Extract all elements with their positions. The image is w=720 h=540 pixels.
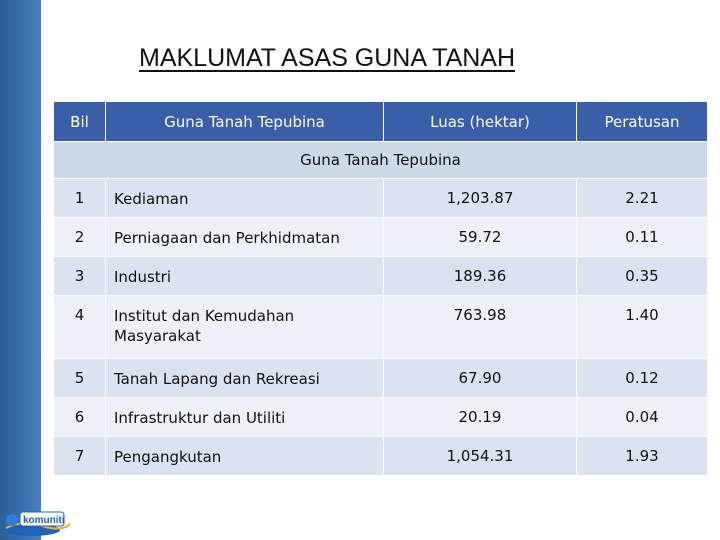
land-use-table [53, 101, 708, 476]
row-bil: 5 [54, 359, 106, 398]
header-guna-tanah: Guna Tanah Tepubina [106, 102, 384, 142]
row-guna: Perniagaan dan Perkhidmatan [106, 218, 384, 257]
row-luas: 59.72 [384, 218, 577, 257]
row-luas: 1,054.31 [384, 437, 577, 476]
row-bil: 3 [54, 257, 106, 296]
header-luas: Luas (hektar) [384, 102, 577, 142]
row-luas: 67.90 [384, 359, 577, 398]
header-peratusan: Peratusan [577, 102, 708, 142]
table-row [54, 179, 708, 218]
row-guna: Infrastruktur dan Utiliti [106, 398, 384, 437]
logo-graphic [2, 506, 72, 538]
row-peratus: 1.40 [577, 296, 708, 359]
row-peratus: 2.21 [577, 179, 708, 218]
page-title: MAKLUMAT ASAS GUNA TANAH [139, 44, 516, 72]
table-row [54, 398, 708, 437]
row-luas: 763.98 [384, 296, 577, 359]
table-row [54, 437, 708, 476]
row-guna: Industri [106, 257, 384, 296]
table-row [54, 257, 708, 296]
section-row [54, 142, 708, 179]
row-bil: 7 [54, 437, 106, 476]
row-peratus: 1.93 [577, 437, 708, 476]
left-decor-bar [0, 0, 41, 540]
table-row [54, 359, 708, 398]
row-bil: 1 [54, 179, 106, 218]
row-luas: 20.19 [384, 398, 577, 437]
header-bil: Bil [54, 102, 106, 142]
logo-text: komuniti [23, 515, 65, 526]
table-row [54, 296, 708, 359]
table-header-row [54, 102, 708, 142]
row-peratus: 0.11 [577, 218, 708, 257]
table-row [54, 218, 708, 257]
row-peratus: 0.04 [577, 398, 708, 437]
row-guna: Kediaman [106, 179, 384, 218]
row-bil: 2 [54, 218, 106, 257]
row-luas: 1,203.87 [384, 179, 577, 218]
row-peratus: 0.35 [577, 257, 708, 296]
row-luas: 189.36 [384, 257, 577, 296]
row-guna: Institut dan Kemudahan Masyarakat [106, 296, 384, 359]
row-guna: Tanah Lapang dan Rekreasi [106, 359, 384, 398]
row-guna: Pengangkutan [106, 437, 384, 476]
row-bil: 6 [54, 398, 106, 437]
row-bil: 4 [54, 296, 106, 359]
section-label: Guna Tanah Tepubina [54, 142, 708, 179]
komuniti-logo [2, 506, 72, 538]
row-peratus: 0.12 [577, 359, 708, 398]
